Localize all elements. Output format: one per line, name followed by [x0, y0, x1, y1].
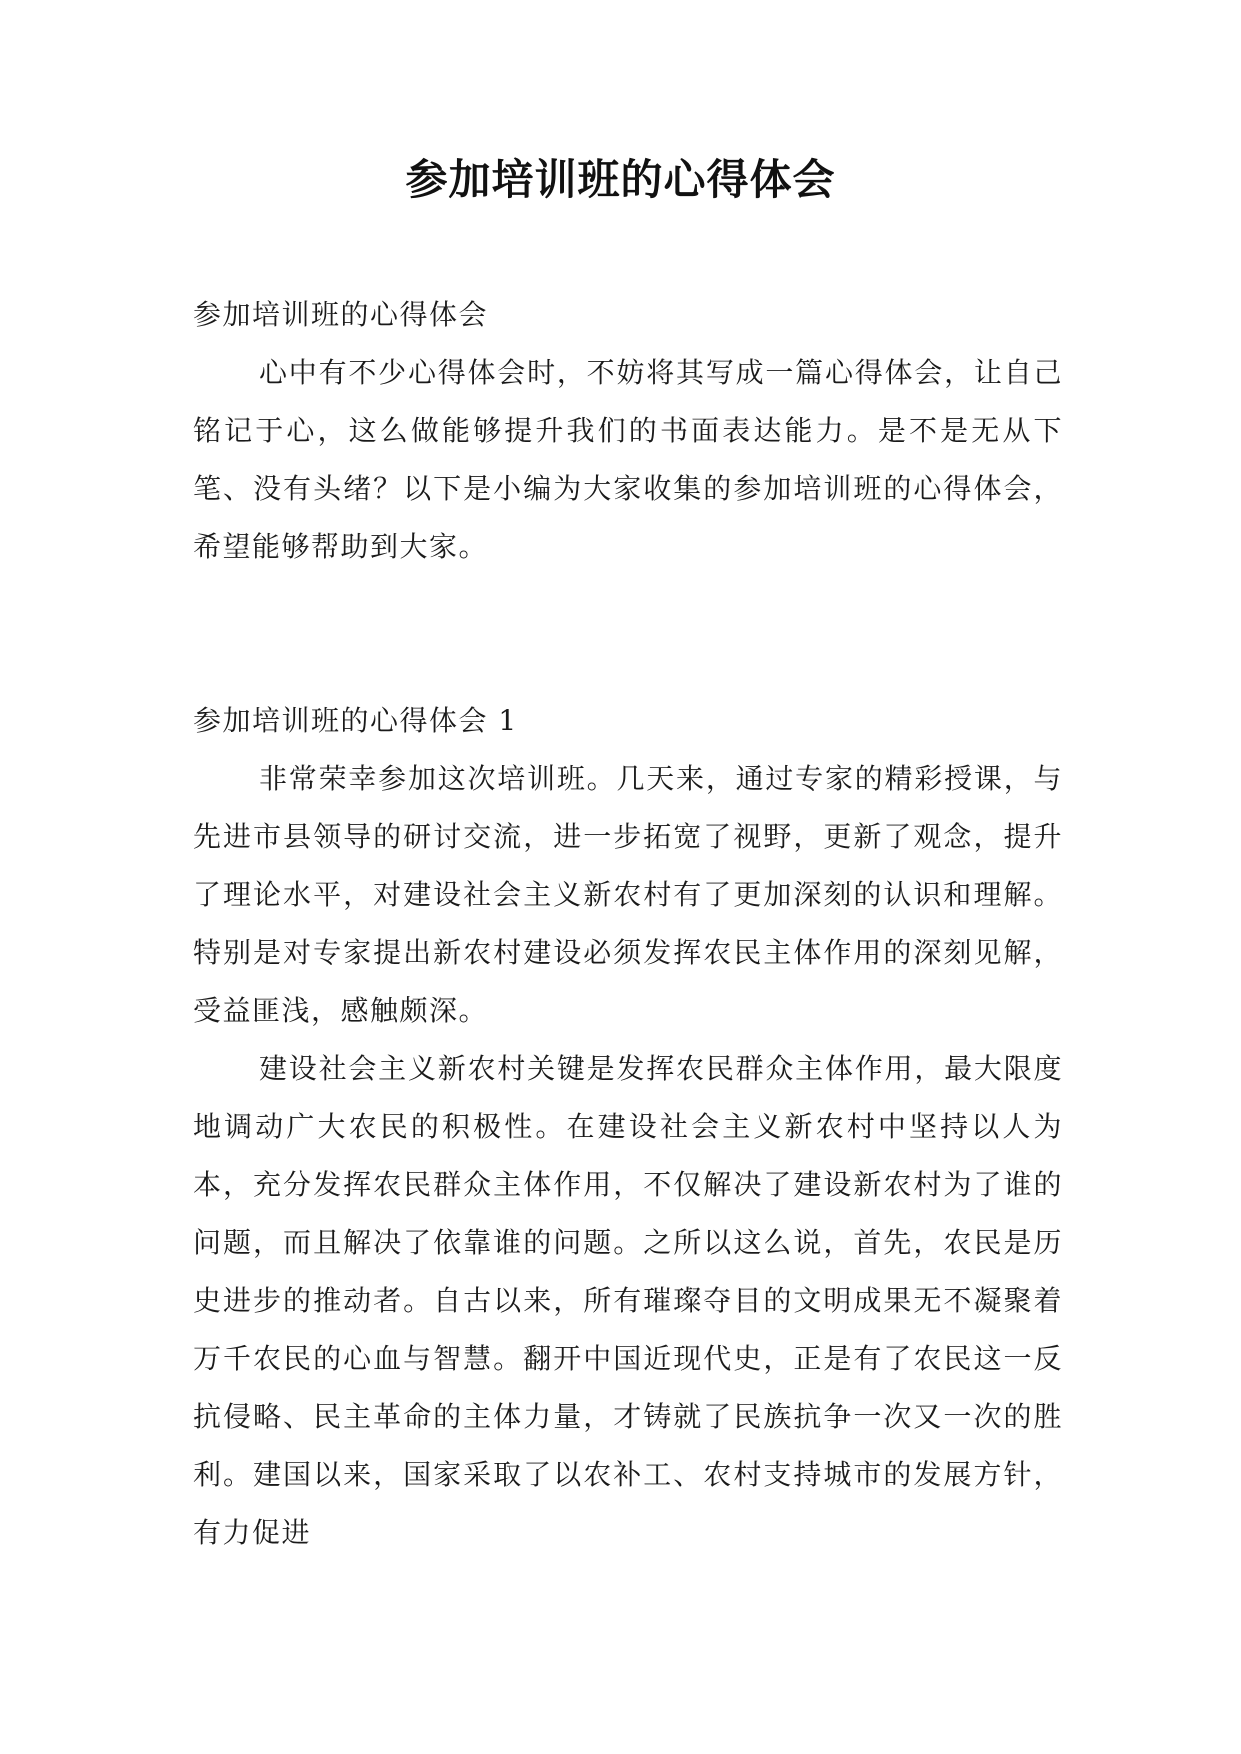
intro-heading: 参加培训班的心得体会 — [193, 298, 489, 331]
intro-paragraph: 心中有不少心得体会时，不妨将其写成一篇心得体会，让自己铭记于心，这么做能够提升我们的书面表达能力。是不是无从下笔、没有头绪？以下是小编为大家收集的参加培训班的心得体会，希望能够帮助到大家。 — [193, 356, 1063, 563]
section1-paragraph-1: 非常荣幸参加这次培训班。几天来，通过专家的精彩授课，与先进市县领导的研讨交流，进一步拓宽了视野，更新了观念，提升了理论水平，对建设社会主义新农村有了更加深刻的认识和理解。特别是对专家提出新农村建设必须发挥农民主体作用的深刻见解，受益匪浅，感触颇深。 — [193, 762, 1063, 1027]
section1-heading: 参加培训班的心得体会 1 — [193, 704, 518, 737]
document-title: 参加培训班的心得体会 — [405, 155, 836, 204]
document-body — [193, 286, 1063, 1562]
section1-paragraph-2: 建设社会主义新农村关键是发挥农民群众主体作用，最大限度地调动广大农民的积极性。在建设社会主义新农村中坚持以人为本，充分发挥农民群众主体作用，不仅解决了建设新农村为了谁的问题，而且解决了依靠谁的问题。之所以这么说，首先，农民是历史进步的推动者。自古以来，所有璀璨夺目的文明成果无不凝聚着万千农民的心血与智慧。翻开中国近现代史，正是有了农民这一反抗侵略、民主革命的主体力量，才铸就了民族抗争一次又一次的胜利。建国以来，国家采取了以农补工、农村支持城市的发展方针，有力促进 — [193, 1052, 1063, 1549]
section-spacer — [193, 576, 1063, 692]
